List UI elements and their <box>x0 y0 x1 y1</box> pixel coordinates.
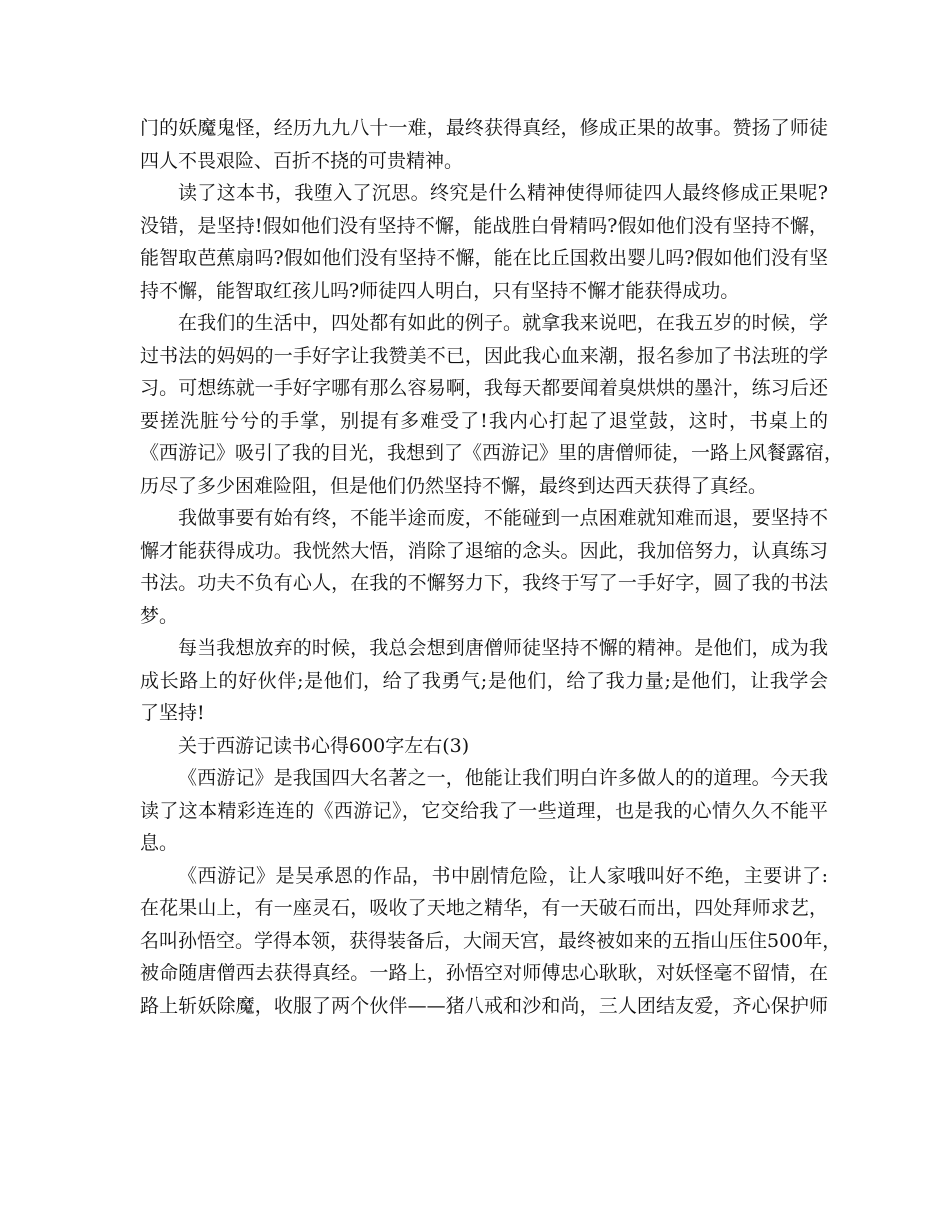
text-line: 读了这本精彩连连的《西游记》，它交给我了一些道理，也是我的心情久久不能平 <box>140 799 828 822</box>
text-line: 持不懈，能智取红孩儿吗?师徒四人明白，只有坚持不懈才能获得成功。 <box>140 279 740 302</box>
text-line: 在花果山上，有一座灵石，吸收了天地之精华，有一天破石而出，四处拜师求艺， <box>140 897 828 919</box>
paragraph <box>140 502 828 632</box>
text-line: 《西游记》是吴承恩的作品，书中剧情危险，让人家哦叫好不绝，主要讲了: <box>178 864 828 887</box>
text-line: 每当我想放弃的时候，我总会想到唐僧师徒坚持不懈的精神。是他们，成为我 <box>178 637 828 659</box>
text-line: 习。可想练就一手好字哪有那么容易啊，我每天都要闻着臭烘烘的墨汁，练习后还 <box>140 377 828 399</box>
paragraph <box>140 762 828 860</box>
text-line: 《西游记》吸引了我的目光，我想到了《西游记》里的唐僧师徒，一路上风餐露宿， <box>140 442 844 464</box>
paragraph <box>140 860 842 1023</box>
text-line: 了坚持! <box>140 702 205 724</box>
text-line: 息。 <box>140 832 179 854</box>
text-line: 成长路上的好伙伴;是他们，给了我勇气;是他们，给了我力量;是他们，让我学会 <box>140 669 828 692</box>
text-line: 没错，是坚持!假如他们没有坚持不懈，能战胜白骨精吗?假如他们没有坚持不懈， <box>140 214 828 237</box>
text-line: 我做事要有始有终，不能半途而废，不能碰到一点困难就知难而退，要坚持不 <box>178 507 828 529</box>
text-line: 被命随唐僧西去获得真经。一路上，孙悟空对师傅忠心耿耿，对妖怪毫不留情，在 <box>140 962 828 984</box>
text-line: 能智取芭蕉扇吗?假如他们没有坚持不懈，能在比丘国救出婴儿吗?假如他们没有坚 <box>140 247 828 269</box>
document-body <box>140 112 844 1022</box>
text-line: 要搓洗脏兮兮的手掌，别提有多难受了!我内心打起了退堂鼓，这时，书桌上的 <box>140 409 828 432</box>
text-line: 名叫孙悟空。学得本领，获得装备后，大闹天宫，最终被如来的五指山压住500年， <box>140 929 842 952</box>
text-line: 关于西游记读书心得600字左右(3) <box>178 734 470 757</box>
text-line: 《西游记》是我国四大名著之一，他能让我们明白许多做人的的道理。今天我 <box>178 767 828 789</box>
text-line: 梦。 <box>140 604 179 627</box>
text-line: 门的妖魔鬼怪，经历九九八十一难，最终获得真经，修成正果的故事。赞扬了师徒 <box>140 117 828 139</box>
text-line: 书法。功夫不负有心人，在我的不懈努力下，我终于写了一手好字，圆了我的书法 <box>140 572 828 594</box>
section-heading <box>140 730 828 763</box>
paragraph <box>140 177 828 307</box>
text-line: 路上斩妖除魔，收服了两个伙伴——猪八戒和沙和尚，三人团结友爱，齐心保护师 <box>140 994 828 1017</box>
paragraph <box>140 112 828 177</box>
text-line: 懈才能获得成功。我恍然大悟，消除了退缩的念头。因此，我加倍努力，认真练习 <box>140 539 828 562</box>
text-line: 历尽了多少困难险阻，但是他们仍然坚持不懈，最终到达西天获得了真经。 <box>140 474 768 497</box>
text-line: 四人不畏艰险、百折不挠的可贵精神。 <box>140 149 464 172</box>
text-line: 在我们的生活中，四处都有如此的例子。就拿我来说吧，在我五岁的时候，学 <box>178 312 828 334</box>
paragraph <box>140 307 844 502</box>
paragraph <box>140 632 828 730</box>
text-line: 过书法的妈妈的一手好字让我赞美不已，因此我心血来潮，报名参加了书法班的学 <box>140 344 828 367</box>
text-line: 读了这本书，我堕入了沉思。终究是什么精神使得师徒四人最终修成正果呢? <box>178 182 828 204</box>
